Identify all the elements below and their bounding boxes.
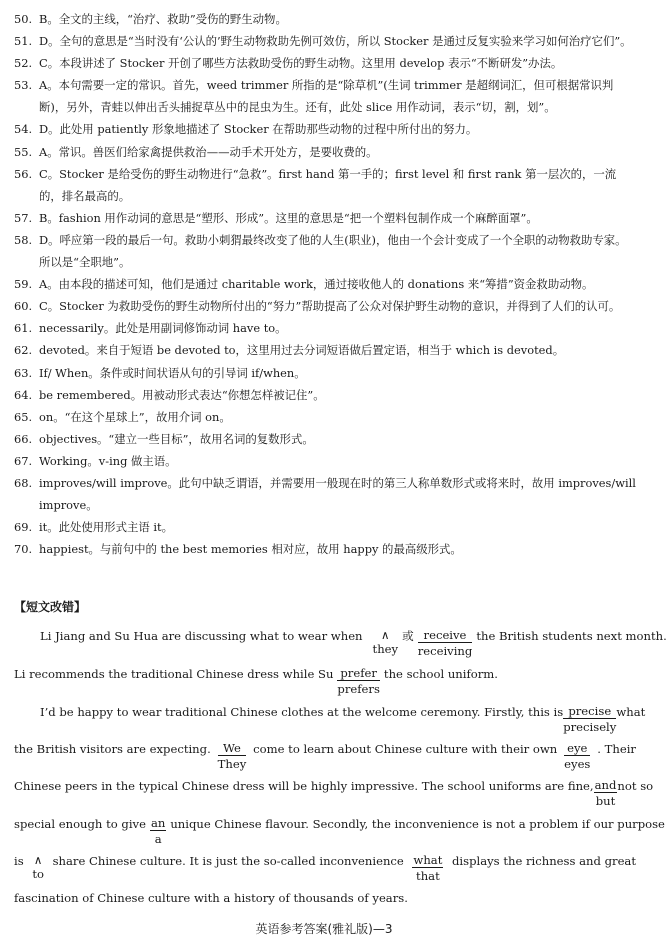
answer-number: 64. [14,387,33,402]
correction-line-6 [14,816,665,846]
text-segment: Chinese peers in the typical Chinese dress will be highly impressive. The school uniforms are fine, [14,779,594,793]
original-word: receive [418,628,473,643]
answer-item [14,74,636,118]
answer-number: 51. [14,34,33,49]
answer-item [14,141,636,163]
answer-number: 55. [14,144,33,159]
answer-number: 70. [14,542,33,557]
text-segment: special enough to give [14,817,146,831]
answer-item [14,406,636,428]
correction-line-2 [14,666,636,696]
answer-text: happiest。与前句中的 the best memories 相对应，故用 happy 的最高级形式。 [39,542,462,557]
answer-item [14,163,636,207]
answer-text: objectives。“建立一些目标”，故用名词的复数形式。 [39,431,314,446]
answer-number: 67. [14,453,33,468]
answer-number: 63. [14,365,33,380]
answer-text: D。此处用 patiently 形象地描述了 Stocker 在帮助那些动物的过程中所付出的努力。 [39,122,478,137]
answer-item [14,362,636,384]
answer-text: C。本段讲述了 Stocker 开创了哪些方法救助受伤的野生动物。这里用 develop 表示“不断研发”办法。 [39,56,563,71]
answer-number: 68. [14,475,33,490]
answer-item [14,516,636,538]
text-segment: the British visitors are expecting. [14,742,211,756]
correction-mark [337,666,379,696]
answer-text: improves/will improve。此句中缺乏谓语，并需要用一般现在时的第三人称单数形式或将来时，故用 improves/will improve。 [39,475,636,513]
answer-item [14,273,636,295]
answer-text: necessarily。此处是用副词修饰动词 have to。 [39,321,287,336]
text-segment: come to learn about Chinese culture with their own [253,742,558,756]
answer-number: 65. [14,409,33,424]
answer-list [14,8,636,560]
answer-item [14,229,636,273]
answer-text: B。fashion 用作动词的意思是“塑形、形成”。这里的意思是“把一个塑料包制作成一个麻醉面罩”。 [39,210,538,225]
answer-item [14,207,636,229]
answer-item [14,339,636,361]
answer-text: D。全句的意思是“当时没有‘公认的’野生动物救助先例可效仿，所以 Stocker 是通过反复实验来学习如何治疗它们”。 [39,34,632,49]
answer-text: it。此处使用形式主语 it。 [39,520,173,535]
answer-text: devoted。来自于短语 be devoted to，这里用过去分词短语做后置定语，相当于 which is devoted。 [39,343,565,358]
answer-text: Working。v-ing 做主语。 [39,453,177,468]
original-word: prefer [337,666,379,681]
original-word: precise [563,704,616,719]
answer-text: on。“在这个星球上”，故用介词 on。 [39,409,231,424]
caret-symbol: ∧ [381,628,390,642]
text-segment: the British students next month. [476,629,667,643]
correction-line-5 [14,778,654,808]
answer-item [14,52,636,74]
answer-number: 60. [14,299,33,314]
correction-line-8 [14,890,636,906]
answer-number: 69. [14,520,33,535]
text-segment: Li recommends the traditional Chinese dress while Su [14,667,334,681]
answer-number: 59. [14,277,33,292]
answer-text: C。Stocker 为救助受伤的野生动物所付出的“努力”帮助提高了公众对保护野生动物的意识，并得到了人们的认可。 [39,299,621,314]
answer-text: C。Stocker 是给受伤的野生动物进行“急救”。first hand 第一手的；first level 和 first rank 第一层次的，一流的，排名最高的。 [39,166,617,203]
original-word: We [218,741,247,756]
answer-item [14,30,636,52]
inserted-word: they [372,642,399,656]
text-segment: is [14,854,24,868]
text-segment: share Chinese culture. It is just the so-called inconvenience [52,854,404,868]
correction-mark [418,628,473,658]
text-segment: the school uniform. [383,667,498,681]
answer-text: If/ When。条件或时间状语从句的引导词 if/when。 [39,365,306,380]
or-marker: 或 [402,629,414,643]
original-word: what [413,853,443,867]
answer-number: 62. [14,343,33,358]
answer-text: A。常识。兽医们给家禽提供救治——动手术开处方，是要收费的。 [39,144,378,159]
answer-text: D。呼应第一段的最后一句。救助小刺猬最终改变了他的人生(职业)，他由一个会计变成了一个全职的动物救助专家。所以是“全职地”。 [39,232,627,270]
answer-item [14,317,636,339]
correction-line-4 [14,741,636,771]
answer-number: 61. [14,321,33,336]
insertion-mark [32,853,44,881]
answer-item [14,472,636,516]
answer-number: 58. [14,232,33,247]
text-segment: unique Chinese flavour. Secondly, the inconvenience is not a problem if our purpose [170,817,665,831]
caret-symbol: ∧ [33,853,43,867]
text-segment: what [616,705,646,719]
answer-text: A。由本段的描述可知，他们是通过 charitable work，通过接收他人的 donations 来“筹措”资金救助动物。 [39,277,594,292]
text-segment: Li Jiang and Su Hua are discussing what to wear when [40,629,363,643]
corrected-word: receiving [417,644,473,658]
answer-number: 53. [14,78,33,93]
correction-mark [564,741,590,771]
answer-number: 56. [14,166,33,181]
original-word: an [150,816,166,830]
answer-number: 54. [14,122,33,137]
text-segment: fascination of Chinese culture with a history of thousands of years. [14,891,408,905]
inserted-word: to [32,867,44,881]
answer-item [14,384,636,406]
answer-item [14,295,636,317]
answer-text: B。全文的主线，“治疗、救助”受伤的野生动物。 [39,12,287,26]
correction-line-1 [14,628,667,658]
text-segment: I’d be happy to wear traditional Chinese clothes at the welcome ceremony. Firstly, this is [40,705,564,719]
correction-mark [218,741,247,771]
correction-mark [563,704,616,734]
corrected-word: but [595,794,616,808]
corrected-word: a [154,832,162,846]
corrected-word: prefers [337,682,380,696]
answer-number: 66. [14,431,33,446]
original-word: and [594,778,617,792]
answer-number: 52. [14,56,33,71]
answer-number: 57. [14,210,33,225]
corrected-word: eyes [564,757,591,771]
corrected-word: precisely [563,720,617,734]
page-footer: 英语参考答案(雅礼版)—3 [255,922,393,936]
text-segment: displays the richness and great [452,854,636,868]
corrected-word: that [416,869,440,883]
answer-text: A。本句需要一定的常识。首先，weed trimmer 所指的是“除草机”(生词 trimmer 是超纲词汇，但可根据常识判断)，另外，青蛙以伸出舌头捕捉草丛中的昆虫为生。还有，此处 slice 用作动词，表示“切，割，划”。 [39,78,614,115]
corrected-word: They [217,757,247,771]
text-segment: not so [617,779,654,793]
text-segment: . Their [597,742,636,756]
insertion-mark [373,628,399,656]
answer-text: be remembered。用被动形式表达“你想怎样被记住”。 [39,387,325,402]
answer-item [14,450,636,472]
answer-number: 50. [14,12,33,26]
answer-item [14,8,636,30]
answer-item [14,118,636,140]
section-heading-error-correction: 【短文改错】 [14,600,87,614]
correction-mark [594,778,618,808]
correction-line-3 [14,704,646,734]
correction-mark [412,853,443,883]
correction-mark [150,816,166,846]
answer-item [14,428,636,450]
answer-item [14,538,636,560]
correction-line-7 [14,853,636,883]
original-word: eye [564,741,590,756]
